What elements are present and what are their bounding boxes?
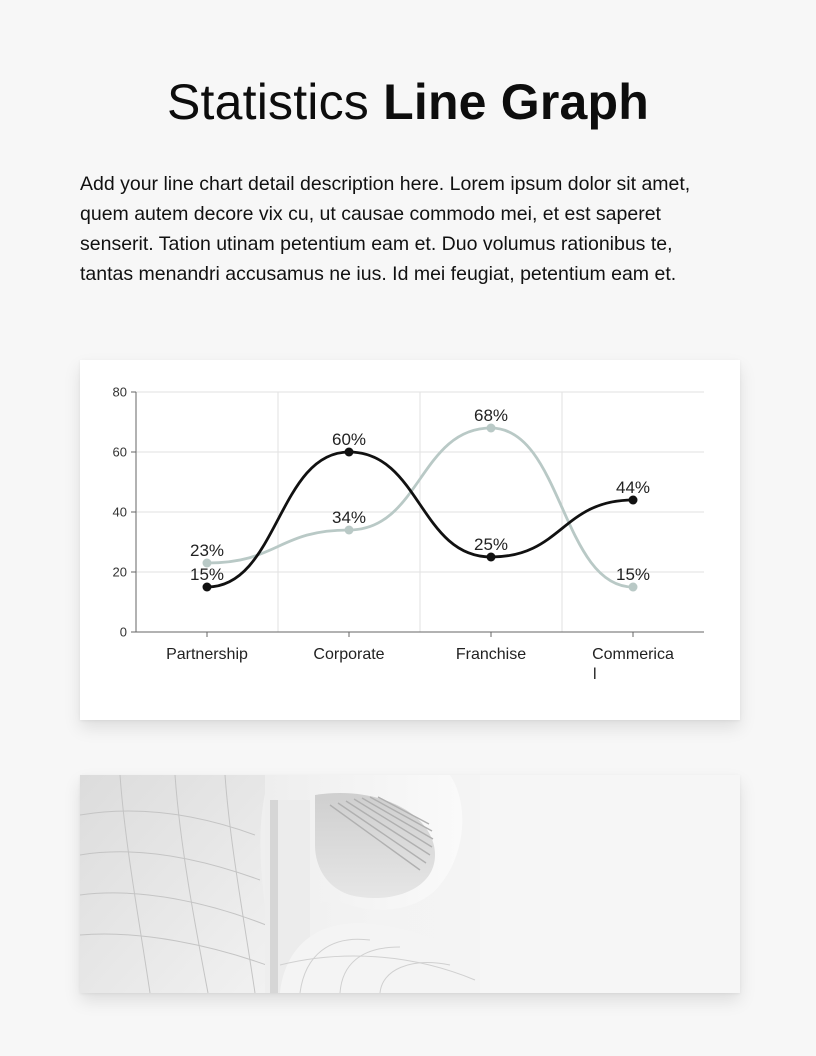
y-tick-label: 40 — [112, 504, 127, 520]
y-tick-label: 60 — [112, 444, 127, 460]
data-label: 34% — [331, 508, 367, 527]
x-tick-label: Commerica l — [592, 646, 674, 683]
line-chart-card — [80, 360, 740, 720]
x-tick-label: Partnership — [166, 646, 248, 663]
architecture-photo — [80, 775, 740, 993]
line-chart — [80, 360, 740, 720]
data-label: 23% — [189, 541, 225, 560]
title-light: Statistics — [166, 74, 370, 130]
chart-description: Add your line chart detail description here. Lorem ipsum dolor sit amet, quem autem decore vix cu, ut causae commodo mei, et est saperet senserit. Tation utinam petentium eam et. Duo volumus rationibus te, tantas menandri accusamus ne ius. Id mei feugiat, petentium eam et. — [80, 173, 691, 285]
data-label: 25% — [473, 535, 509, 554]
data-label: 15% — [615, 565, 651, 584]
title-bold: Line Graph — [383, 74, 650, 130]
y-tick-label: 20 — [112, 564, 127, 580]
data-label: 15% — [189, 565, 225, 584]
architecture-photo-icon — [80, 775, 740, 993]
data-label: 68% — [473, 406, 509, 425]
data-label: 60% — [331, 430, 367, 449]
x-tick-label: Franchise — [455, 646, 527, 663]
y-tick-label: 0 — [119, 624, 127, 640]
y-tick-label: 80 — [112, 384, 127, 400]
data-label: 44% — [615, 478, 651, 497]
page-title — [0, 72, 816, 132]
x-tick-label: Corporate — [313, 646, 385, 663]
